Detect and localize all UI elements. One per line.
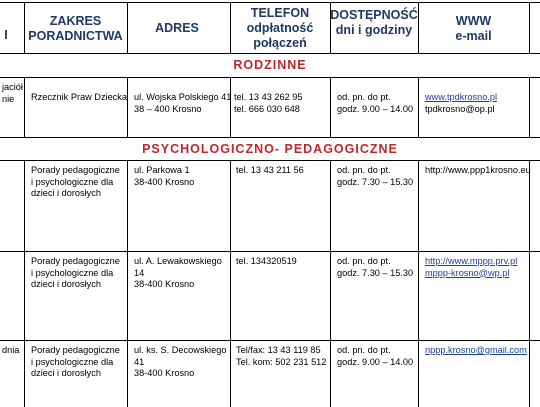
row3-email-link[interactable]: mppp-krosno@wp.pl <box>425 267 510 278</box>
col-divider-5 <box>418 160 419 407</box>
row1-www-link[interactable]: www.tpdkrosno.pl <box>425 92 498 102</box>
row1-telefon-line2: tel. 666 030 648 <box>234 103 300 114</box>
col-divider-6 <box>529 77 530 137</box>
header-www <box>418 14 529 44</box>
section-rodzinne-bottom-border <box>0 77 540 78</box>
col-divider-1 <box>24 77 25 137</box>
row3-zakres-line1: Porady pedagogiczne <box>31 256 120 266</box>
row2-adres-line2: 38-400 Krosno <box>134 176 195 187</box>
row4-zakres-line2: i psychologiczne dla <box>31 356 114 367</box>
row3-zakres-line2: i psychologiczne dla <box>31 267 114 278</box>
row2-zakres <box>31 165 120 200</box>
header-zakres-line2: PORADNICTWA <box>28 29 123 43</box>
row1-dostepnosc-line1: od. pn. do pt. <box>337 92 391 102</box>
header-zakres-line1: ZAKRES <box>49 14 102 28</box>
header-dostepnosc <box>330 8 418 38</box>
header-www-line2: e-mail <box>455 29 492 43</box>
header-telefon-line3: połączeń <box>253 36 307 50</box>
row4-col0 <box>2 345 19 357</box>
row1-telefon <box>234 92 302 115</box>
col-divider-4 <box>330 160 331 407</box>
header-telefon <box>230 6 330 51</box>
row3-dostepnosc-line1: od. pn. do pt. <box>337 256 391 266</box>
row2-dostepnosc <box>337 165 413 188</box>
col-divider-2 <box>127 77 128 137</box>
header-dostepnosc-line1: DOSTĘPNOŚĆ <box>330 8 418 22</box>
row2-www <box>425 165 531 177</box>
row3-adres-line3: 38-400 Krosno <box>134 279 195 289</box>
row4-www <box>425 345 527 357</box>
row1-bottom-border <box>0 137 540 138</box>
row3-bottom-border <box>0 340 540 341</box>
row1-zakres <box>31 92 127 104</box>
row1-www <box>425 92 497 115</box>
row4-zakres <box>31 345 120 380</box>
row2-adres-line1: ul. Parkowa 1 <box>134 165 190 175</box>
section-title-psych: PSYCHOLOGICZNO- PEDAGOGICZNE <box>142 142 398 156</box>
row2-www-link[interactable]: http://www.ppp1krosno.eu <box>425 165 531 175</box>
row2-telefon-line1: tel. 13 43 211 56 <box>236 165 304 175</box>
col-divider-2 <box>127 160 128 407</box>
row3-dostepnosc <box>337 256 413 279</box>
row4-adres-line2: 41 <box>134 356 145 367</box>
col-divider-3 <box>230 160 231 407</box>
section-title-rodzinne: RODZINNE <box>233 58 307 72</box>
section-psych-bottom-border <box>0 160 540 161</box>
row4-zakres-line1: Porady pedagogiczne <box>31 345 120 355</box>
row2-bottom-border <box>0 251 540 252</box>
row3-zakres <box>31 256 120 291</box>
row1-adres-line1: ul. Wojska Polskiego 41 <box>134 92 232 102</box>
row3-adres <box>134 256 222 291</box>
row4-dostepnosc-line2: godz. 9.00 – 14.00 <box>337 356 414 367</box>
row2-telefon <box>236 165 304 177</box>
header-www-line1: WWW <box>455 14 492 28</box>
row3-adres-line2: 14 <box>134 267 145 278</box>
row3-telefon <box>236 256 297 268</box>
row4-email-link[interactable]: nppp.krosno@gmail.com <box>425 345 527 355</box>
row1-dostepnosc-line2: godz. 9.00 – 14.00 <box>337 103 414 114</box>
row4-adres-line1: ul. ks. S. Decowskiego <box>134 345 227 355</box>
row4-col0-line1: dnia <box>2 345 20 355</box>
row4-telefon-line2: Tel. kom: 502 231 512 <box>236 356 327 367</box>
row3-adres-line1: ul. A. Lewakowskiego <box>134 256 222 266</box>
row1-dostepnosc <box>337 92 413 115</box>
row4-dostepnosc-line1: od. pn. do pt. <box>337 345 391 355</box>
row1-col0-line1: jaciół <box>2 82 23 92</box>
row1-adres-line2: 38 – 400 Krosno <box>134 103 202 114</box>
header-adres <box>127 21 227 36</box>
table-border-top <box>0 2 540 3</box>
row4-zakres-line3: dzieci i dorosłych <box>31 368 101 378</box>
row2-zakres-line2: i psychologiczne dla <box>31 176 114 187</box>
header-row-bottom-border <box>0 53 540 54</box>
header-telefon-line2: odpłatność <box>246 21 314 35</box>
header-col0: I <box>4 28 8 42</box>
row2-adres <box>134 165 194 188</box>
col-divider-6 <box>529 2 530 53</box>
header-adres-text: ADRES <box>155 21 199 35</box>
row2-dostepnosc-line2: godz. 7.30 – 15.30 <box>337 176 414 187</box>
header-zakres <box>24 14 127 44</box>
row1-adres <box>134 92 231 115</box>
row4-telefon <box>236 345 326 368</box>
row3-zakres-line3: dzieci i dorosłych <box>31 279 101 289</box>
row4-adres <box>134 345 226 380</box>
row1-email: tpdkrosno@op.pl <box>425 103 495 114</box>
row1-telefon-line1: tel. 13 43 262 95 <box>234 92 303 102</box>
row4-dostepnosc <box>337 345 413 368</box>
row2-zakres-line3: dzieci i dorosłych <box>31 188 101 198</box>
row1-col0-line3: nie <box>2 93 15 104</box>
row3-telefon-line1: tel. 134320519 <box>236 256 297 266</box>
row4-adres-line3: 38-400 Krosno <box>134 368 195 378</box>
col-divider-1 <box>24 160 25 407</box>
row1-col0 <box>2 82 23 105</box>
row1-zakres-line1: Rzecznik Praw Dziecka <box>31 92 127 102</box>
header-telefon-line1: TELEFON <box>250 6 310 20</box>
row2-zakres-line1: Porady pedagogiczne <box>31 165 120 175</box>
row3-dostepnosc-line2: godz. 7.30 – 15.30 <box>337 267 414 278</box>
row2-dostepnosc-line1: od. pn. do pt. <box>337 165 391 175</box>
col-divider-4 <box>330 77 331 137</box>
col-divider-6 <box>529 160 530 407</box>
col-divider-5 <box>418 77 419 137</box>
row3-www <box>425 256 517 279</box>
header-dostepnosc-line2: dni i godziny <box>335 23 413 37</box>
row3-www-link[interactable]: http://www.mppp.prv.pl <box>425 256 518 266</box>
row4-telefon-line1: Tel/fax: 13 43 119 85 <box>236 345 321 355</box>
